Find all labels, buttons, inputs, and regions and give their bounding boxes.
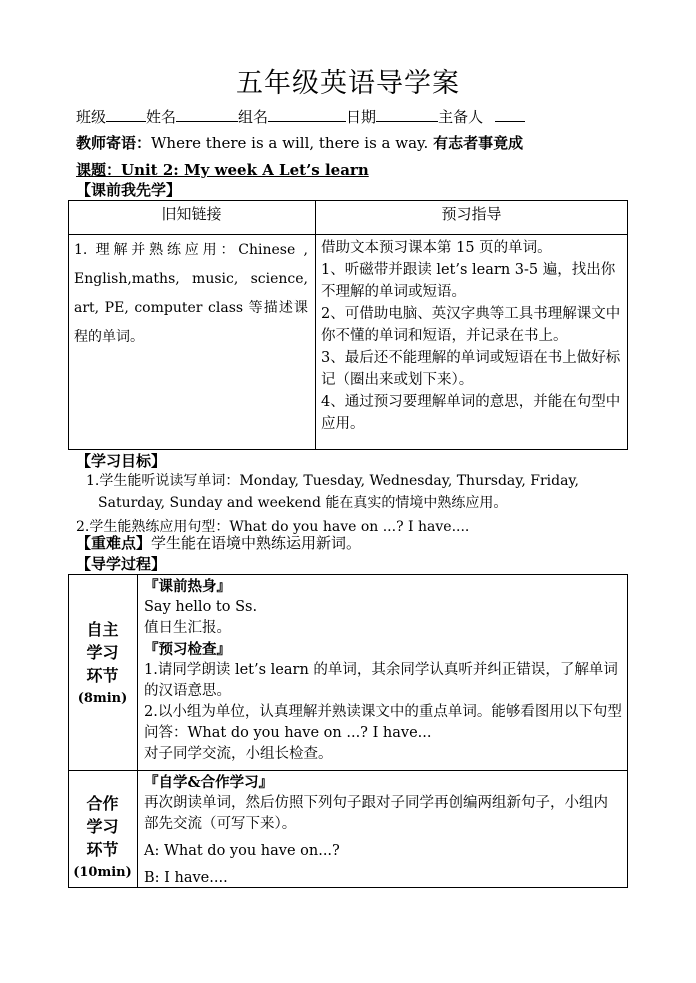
date-label: 日期 [346,108,377,126]
class-blank[interactable] [106,106,146,122]
preview-guide-header: 预习指导 [441,205,502,223]
class-label: 班级 [76,108,107,126]
stage1-label: 自主 学习 环节 (8min) [68,618,137,710]
group-label: 组名 [238,108,269,126]
lesson-subject: 课题：Unit 2: My week A Let’s learn [76,161,369,179]
preview-guide-text [321,237,623,435]
guide-line: 2、可借助电脑、英汉字典等工具书理解课文中你不懂的单词和短语，并记录在书上。 [321,306,621,344]
check-line: 对子同学交流，小组长检查。 [144,746,333,762]
old-knowledge-header: 旧知链接 [161,205,222,223]
date-blank[interactable] [376,106,438,122]
guide-line: 4、通过预习要理解单词的意思，并能在句型中应用。 [321,394,621,432]
goal-item: 1.学生能听说读写单词：Monday, Tuesday, Wednesday, Thursday, Friday, Saturday, Sunday and weekend 能在真实的情境中熟练应用。 [86,473,579,511]
stage2-time: (10min) [73,865,132,880]
motto-chinese: 有志者事竟成 [433,134,524,152]
group-blank[interactable] [268,106,346,122]
page-title: 五年级英语导学案 [236,68,460,99]
check-line: 2.以小组为单位，认真理解并熟读课文中的重点单词。能够看图用以下句型问答：What do you have on ...? I have... [144,704,622,741]
goals-list [76,470,624,538]
guide-line: 借助文本预习课本第 15 页的单词。 [321,240,552,256]
coop-line: B: I have.... [144,870,228,886]
guide-line: 1、听磁带并跟读 let’s learn 3-5 遍，找出你不理解的单词或短语。 [321,262,616,300]
motto-english: Where there is a will, there is a way. [151,134,429,152]
name-blank[interactable] [176,106,238,122]
warmup-line: 值日生汇报。 [144,620,231,636]
warmup-line: Say hello to Ss. [144,599,258,615]
warmup-title: 『课前热身』 [144,578,231,595]
old-knowledge-text: 1. 理解并熟练应用：Chinese , English,maths, music, science, art, PE, computer class 等描述课程的单词。 [74,242,308,345]
preparer-blank[interactable] [495,106,525,122]
motto-label: 教师寄语： [76,134,152,152]
process-table-divider [137,574,138,888]
stage2-content [144,772,622,889]
preview-table-header-rule [68,234,628,235]
check-line: 1.请同学朗读 let’s learn 的单词，其余同学认真听并纠正错误，了解单词的汉语意思。 [144,662,618,699]
coop-line: 再次朗读单词，然后仿照下列句子跟对子同学再创编两组新句子，小组内部先交流（可写下来）。 [144,795,608,832]
preview-heading: 【课前我先学】 [76,181,182,199]
coop-line: A: What do you have on...? [144,843,340,859]
preview-table-divider [315,200,316,450]
guide-line: 3、最后还不能理解的单词或短语在书上做好标记（圈出来或划下来）。 [321,350,621,388]
preparer-label: 主备人 [438,108,484,126]
coop-title: 『自学&合作学习』 [144,774,274,791]
process-table-row-rule [68,770,628,771]
stage1-content [144,576,622,765]
goals-heading: 【学习目标】 [76,452,167,470]
stage2-label: 合作 学习 环节 (10min) [68,792,137,884]
process-heading: 【导学过程】 [76,555,167,573]
student-info-line [76,106,525,128]
name-label: 姓名 [146,108,177,126]
goal-item: 2.学生能熟练应用句型：What do you have on ...? I have.... [76,519,470,535]
key-point-text: 学生能在语境中熟练运用新词。 [151,534,362,552]
key-point [76,533,361,553]
check-title: 『预习检查』 [144,641,231,658]
stage1-time: (8min) [77,691,128,706]
teacher-motto [76,132,523,154]
key-point-heading: 【重难点】 [76,534,152,552]
